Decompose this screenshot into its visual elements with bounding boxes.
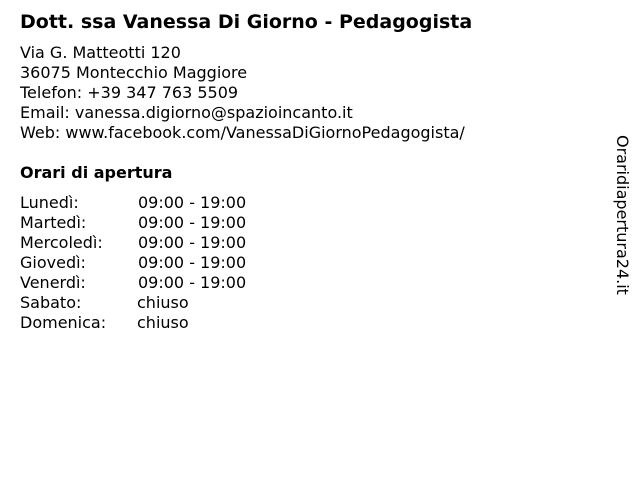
opening-hours-heading: Orari di apertura (20, 163, 173, 182)
business-title: Dott. ssa Vanessa Di Giorno - Pedagogista (20, 11, 473, 33)
site-brand-watermark: Oraridiapertura24.it (613, 135, 632, 295)
day-label: Martedì: (20, 213, 87, 232)
time-value: 09:00 - 19:00 (138, 253, 247, 272)
time-value: 09:00 - 19:00 (138, 213, 247, 232)
time-value: 09:00 - 19:00 (138, 233, 247, 252)
email-address[interactable]: Email: vanessa.digiorno@spazioincanto.it (20, 103, 353, 122)
time-value: chiuso (137, 313, 189, 332)
time-value: chiuso (137, 293, 189, 312)
day-label: Venerdì: (20, 273, 86, 292)
street-address: Via G. Matteotti 120 (20, 43, 181, 62)
time-value: 09:00 - 19:00 (138, 273, 247, 292)
day-label: Domenica: (20, 313, 107, 332)
day-label: Giovedì: (20, 253, 86, 272)
phone-number[interactable]: Telefon: +39 347 763 5509 (20, 83, 239, 102)
contact-block (20, 43, 465, 143)
city-address: 36075 Montecchio Maggiore (20, 63, 248, 82)
day-label: Mercoledì: (20, 233, 103, 252)
day-label: Lunedì: (20, 193, 79, 212)
time-value: 09:00 - 19:00 (138, 193, 247, 212)
day-label: Sabato: (20, 293, 82, 312)
website-link[interactable]: Web: www.facebook.com/VanessaDiGiornoPedagogista/ (20, 123, 465, 142)
